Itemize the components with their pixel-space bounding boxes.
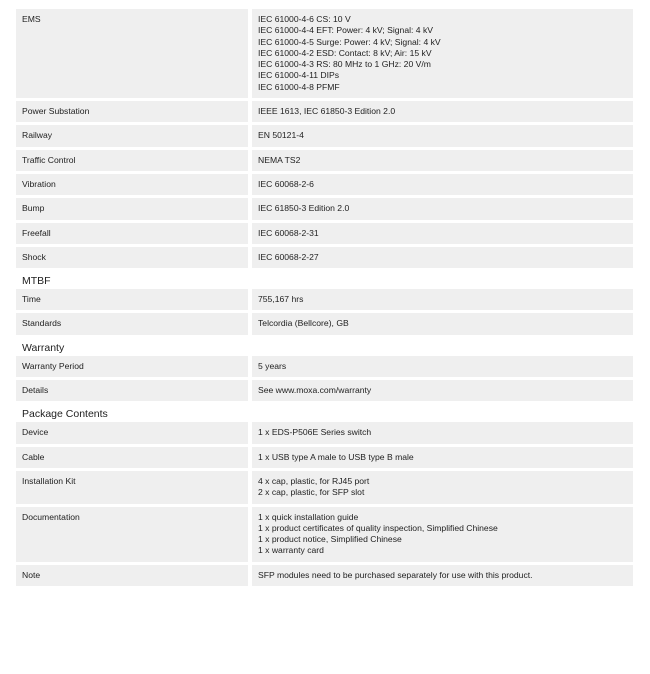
spec-row (16, 198, 633, 219)
spec-label: Cable (16, 447, 252, 468)
spec-value-line: IEC 61000-4-8 PFMF (258, 81, 340, 92)
spec-row (16, 471, 633, 504)
spec-value (252, 9, 633, 98)
spec-value-line: EN 50121-4 (258, 130, 304, 141)
spec-label: Traffic Control (16, 150, 252, 171)
spec-value-line: IEC 61000-4-6 CS: 10 V (258, 14, 351, 24)
spec-table (16, 353, 633, 405)
spec-label: Note (16, 565, 252, 586)
spec-row (16, 565, 633, 586)
spec-value-line: 1 x product certificates of quality inspection, Simplified Chinese (258, 522, 498, 533)
spec-value-line: IEC 61000-4-4 EFT: Power: 4 kV; Signal: 4 kV (258, 25, 433, 36)
spec-row (16, 313, 633, 334)
spec-label: Documentation (16, 507, 252, 562)
spec-value (252, 247, 633, 268)
spec-label: EMS (16, 9, 252, 98)
spec-row (16, 150, 633, 171)
spec-value-line: 1 x quick installation guide (258, 511, 359, 522)
spec-label: Freefall (16, 223, 252, 244)
spec-table (16, 419, 633, 589)
spec-value (252, 380, 633, 401)
spec-label: Time (16, 289, 252, 310)
spec-row (16, 174, 633, 195)
spec-value-line: 1 x warranty card (258, 545, 324, 556)
spec-value-line: IEC 60068-2-27 (258, 251, 319, 262)
spec-label: Vibration (16, 174, 252, 195)
spec-label: Details (16, 380, 252, 401)
spec-value-line: SFP modules need to be purchased separately for use with this product. (258, 569, 533, 580)
spec-value-line: 2 x cap, plastic, for SFP slot (258, 487, 365, 498)
spec-row (16, 247, 633, 268)
spec-label: Warranty Period (16, 356, 252, 377)
spec-table (16, 286, 633, 338)
spec-value (252, 125, 633, 146)
spec-row (16, 447, 633, 468)
spec-value-line: Telcordia (Bellcore), GB (258, 318, 349, 329)
section-heading: MTBF (22, 275, 51, 288)
spec-row (16, 380, 633, 401)
spec-value (252, 447, 633, 468)
spec-label: Standards (16, 313, 252, 334)
spec-value (252, 150, 633, 171)
spec-value-line: NEMA TS2 (258, 154, 301, 165)
spec-label: Shock (16, 247, 252, 268)
section-heading: Package Contents (22, 408, 108, 421)
spec-label: Device (16, 422, 252, 443)
spec-value (252, 356, 633, 377)
spec-value (252, 289, 633, 310)
spec-sheet (16, 9, 633, 586)
spec-value (252, 223, 633, 244)
spec-row (16, 101, 633, 122)
spec-value (252, 565, 633, 586)
spec-table (16, 6, 633, 271)
spec-value (252, 101, 633, 122)
spec-value-line: 5 years (258, 360, 287, 371)
spec-value-line: IEEE 1613, IEC 61850-3 Edition 2.0 (258, 106, 396, 117)
spec-row (16, 507, 633, 562)
spec-value (252, 313, 633, 334)
spec-value-line: IEC 61000-4-3 RS: 80 MHz to 1 GHz: 20 V/m (258, 59, 431, 70)
section-heading: Warranty (22, 341, 65, 354)
spec-value-line: IEC 61000-4-5 Surge: Power: 4 kV; Signal: 4 kV (258, 36, 441, 47)
spec-value-line: IEC 61000-4-11 DIPs (258, 70, 340, 81)
spec-value-line: IEC 60068-2-31 (258, 227, 319, 238)
spec-label: Railway (16, 125, 252, 146)
spec-label: Installation Kit (16, 471, 252, 504)
spec-value-line: 755,167 hrs (258, 294, 304, 305)
spec-row (16, 422, 633, 443)
spec-label: Bump (16, 198, 252, 219)
spec-value (252, 422, 633, 443)
spec-row (16, 289, 633, 310)
spec-row (16, 356, 633, 377)
spec-value-line: IEC 60068-2-6 (258, 178, 314, 189)
spec-value-line: IEC 61000-4-2 ESD: Contact: 8 kV; Air: 15 kV (258, 47, 432, 58)
spec-value-line: IEC 61850-3 Edition 2.0 (258, 203, 350, 214)
spec-value-line: See www.moxa.com/warranty (258, 385, 372, 396)
spec-value-line: 1 x USB type A male to USB type B male (258, 451, 414, 462)
spec-row (16, 125, 633, 146)
spec-value (252, 507, 633, 562)
spec-value (252, 471, 633, 504)
spec-row (16, 223, 633, 244)
spec-value-line: 1 x product notice, Simplified Chinese (258, 534, 402, 545)
spec-value (252, 174, 633, 195)
spec-value-line: 4 x cap, plastic, for RJ45 port (258, 475, 370, 486)
spec-label: Power Substation (16, 101, 252, 122)
spec-row (16, 9, 633, 98)
spec-value (252, 198, 633, 219)
spec-value-line: 1 x EDS-P506E Series switch (258, 427, 372, 438)
